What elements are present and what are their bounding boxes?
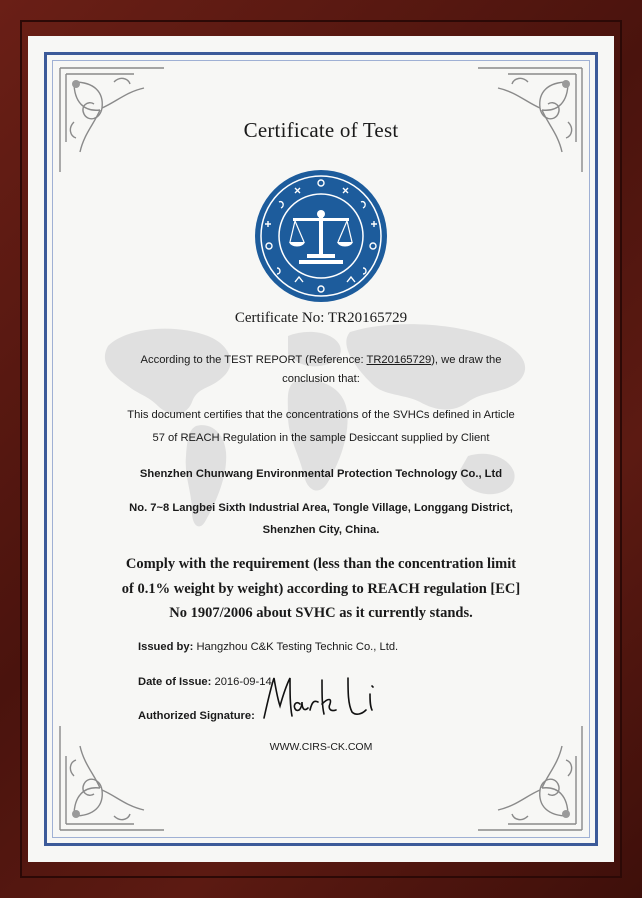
corner-ornament-icon	[468, 716, 588, 836]
handwritten-signature	[260, 670, 380, 726]
certificate-number	[28, 310, 614, 327]
issued-by-value: Hangzhou C&K Testing Technic Co., Ltd.	[193, 641, 399, 653]
report-reference: TR20165729	[366, 354, 432, 366]
comply-line-2: of 0.1% weight by weight) according to REACH regulation [EC]	[121, 581, 521, 597]
certificate-paper	[28, 36, 614, 862]
date-of-issue-label: Date of Issue:	[138, 676, 212, 688]
certificate-number-value: TR20165729	[327, 310, 408, 326]
issued-by	[138, 641, 398, 653]
corner-ornament-icon	[54, 716, 174, 836]
certifies-line-2: 57 of REACH Regulation in the sample Desiccant supplied by Client	[152, 432, 490, 444]
intro-line-2: conclusion that:	[282, 373, 360, 385]
certificate-title: Certificate of Test	[243, 118, 399, 142]
intro-suffix: ), we draw the	[431, 354, 502, 366]
client-company-name: Shenzhen Chunwang Environmental Protection Technology Co., Ltd	[139, 468, 503, 480]
client-address-line-2: Shenzhen City, China.	[262, 524, 380, 536]
intro-prefix: According to the TEST REPORT (Reference:	[140, 354, 367, 366]
certificate-number-label: Certificate No:	[234, 310, 328, 326]
client-address-line-1: No. 7~8 Langbei Sixth Industrial Area, Tongle Village, Longgang District,	[129, 502, 513, 514]
issued-by-label: Issued by:	[138, 641, 194, 653]
date-of-issue	[138, 676, 272, 688]
date-of-issue-value: 2016-09-14	[211, 676, 272, 688]
comply-line-3: No 1907/2006 about SVHC as it currently stands.	[169, 605, 473, 621]
certifies-line-1: This document certifies that the concentrations of the SVHCs defined in Article	[127, 409, 515, 421]
authorized-signature-label: Authorized Signature:	[138, 710, 255, 722]
intro-line	[28, 354, 614, 366]
comply-line-1: Comply with the requirement (less than the concentration limit	[125, 556, 517, 572]
authorized-signature	[138, 710, 255, 722]
website-url: WWW.CIRS-CK.COM	[269, 741, 373, 753]
scales-of-justice-seal-icon	[253, 168, 389, 304]
